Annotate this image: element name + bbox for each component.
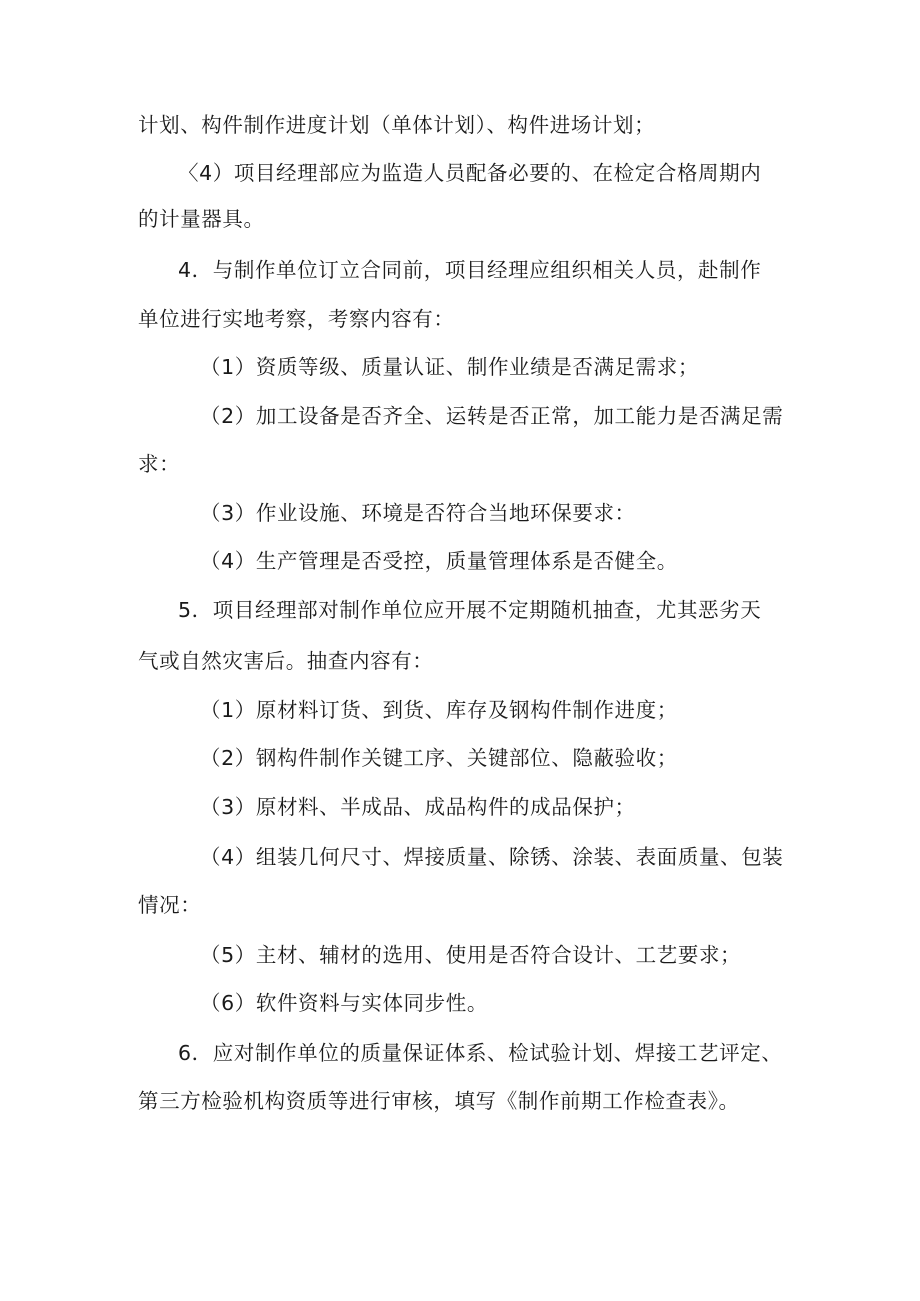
text-line: （4）生产管理是否受控，质量管理体系是否健全。 (200, 549, 678, 573)
text-line: 〈4）项目经理部应为监造人员配备必要的、在检定合格周期内 (178, 161, 762, 185)
text-line: （1）原材料订货、到货、库存及钢构件制作进度； (200, 698, 678, 722)
text-line: （3）原材料、半成品、成品构件的成品保护； (200, 795, 636, 819)
text-line: （3）作业设施、环境是否符合当地环保要求： (200, 501, 636, 525)
text-line: 单位进行实地考察，考察内容有： (138, 307, 455, 331)
text-line: （4）组装几何尺寸、焊接质量、除锈、涂装、表面质量、包装 (200, 845, 784, 869)
text-line: （5）主材、辅材的选用、使用是否符合设计、工艺要求； (200, 943, 742, 967)
text-line: 第三方检验机构资质等进行审核，填写《制作前期工作检查表》。 (138, 1089, 740, 1113)
text-line: （2）加工设备是否齐全、运转是否正常，加工能力是否满足需 (200, 404, 784, 428)
text-line: 情况： (138, 893, 202, 917)
text-line: （2）钢构件制作关键工序、关键部位、隐蔽验收； (200, 746, 678, 770)
text-line: 求： (138, 452, 181, 476)
text-line: 计划、构件制作进度计划（单体计划）、构件进场计划； (138, 113, 656, 137)
text-line: 6．应对制作单位的质量保证体系、检试验计划、焊接工艺评定、 (178, 1041, 783, 1065)
text-line: （6）软件资料与实体同步性。 (200, 991, 488, 1015)
text-line: 5．项目经理部对制作单位应开展不定期随机抽查，尤其恶劣天 (178, 598, 762, 622)
text-line: （1）资质等级、质量认证、制作业绩是否满足需求； (200, 355, 699, 379)
text-line: 气或自然灾害后。抽查内容有： (138, 649, 434, 673)
text-line: 的计量器具。 (138, 207, 265, 231)
text-line: 4．与制作单位订立合同前，项目经理应组织相关人员，赴制作 (178, 258, 762, 282)
